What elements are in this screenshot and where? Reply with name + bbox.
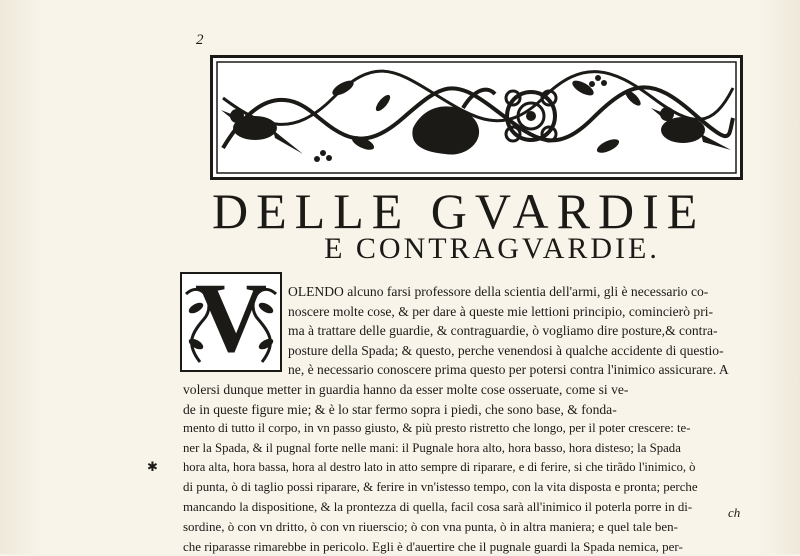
- page-subtitle: E CONTRAGVARDIE.: [324, 232, 660, 265]
- text-line: mancando la dispositione, & la prontezza di quella, facil cosa sarà all'inimico il poterla porre in di-: [183, 499, 693, 514]
- body-text: [183, 282, 767, 556]
- page-number: 2: [196, 32, 204, 48]
- initial-letter: V: [194, 272, 268, 372]
- text-line: ne, è necessario conoscere prima questo per potersi contra l'inimico assicurare. A: [288, 362, 729, 378]
- text-line: sordine, ò con vn dritto, ò con vn riuerscio; ò con vna punta, ò in altra maniera; e quel tale ben-: [183, 519, 678, 535]
- page-title: DELLE GVARDIE: [212, 183, 706, 239]
- text-line: di punta, ò di taglio possi riparare, & ferire in vn'istesso tempo, con la vita disposta e pronta; perche: [183, 479, 698, 494]
- text-line: che riparasse rimarebbe in pericolo. Egli è d'auertire che il pugnale guardi la Spada nemica, per-: [183, 538, 683, 554]
- text-line: de in queste figure mie; & è lo star fermo sopra i piedi, che sono base, & fonda-: [183, 401, 617, 417]
- text-line: posture della Spada; & questo, perche venendosi à qualche accidente di questio-: [288, 342, 724, 358]
- text-line: volersi dunque metter in guardia hanno da esser molte cose osseruate, come si ve-: [183, 381, 629, 397]
- text-line: hora alta, hora bassa, hora al destro lato in atto sempre di riparare, e di ferire, si che tirãdo l'inimico, ò: [183, 460, 696, 475]
- text-line: mento di tutto il corpo, in vn passo giusto, & più presto ristretto che longo, per il poter crescere: te-: [183, 421, 691, 436]
- text-line: noscere molte cose, & per dare à queste mie lettioni principio, comincierò pri-: [288, 303, 714, 319]
- text-line: OLENDO alcuno farsi professore della scientia dell'armi, gli è necessario co-: [288, 284, 709, 299]
- text-line: ner la Spada, & il pugnal forte nelle mani: il Pugnale hora alto, hora basso, hora disteso; la Spada: [183, 440, 681, 455]
- catchword: ch: [728, 505, 741, 520]
- text-line: ma à trattare delle guardie, & contraguardie, ò vogliamo dire posture,& contra-: [288, 323, 718, 339]
- headpiece-foliage-illustration: [213, 58, 740, 177]
- ornamental-headpiece: [210, 55, 743, 180]
- margin-mark: ✱: [147, 459, 158, 474]
